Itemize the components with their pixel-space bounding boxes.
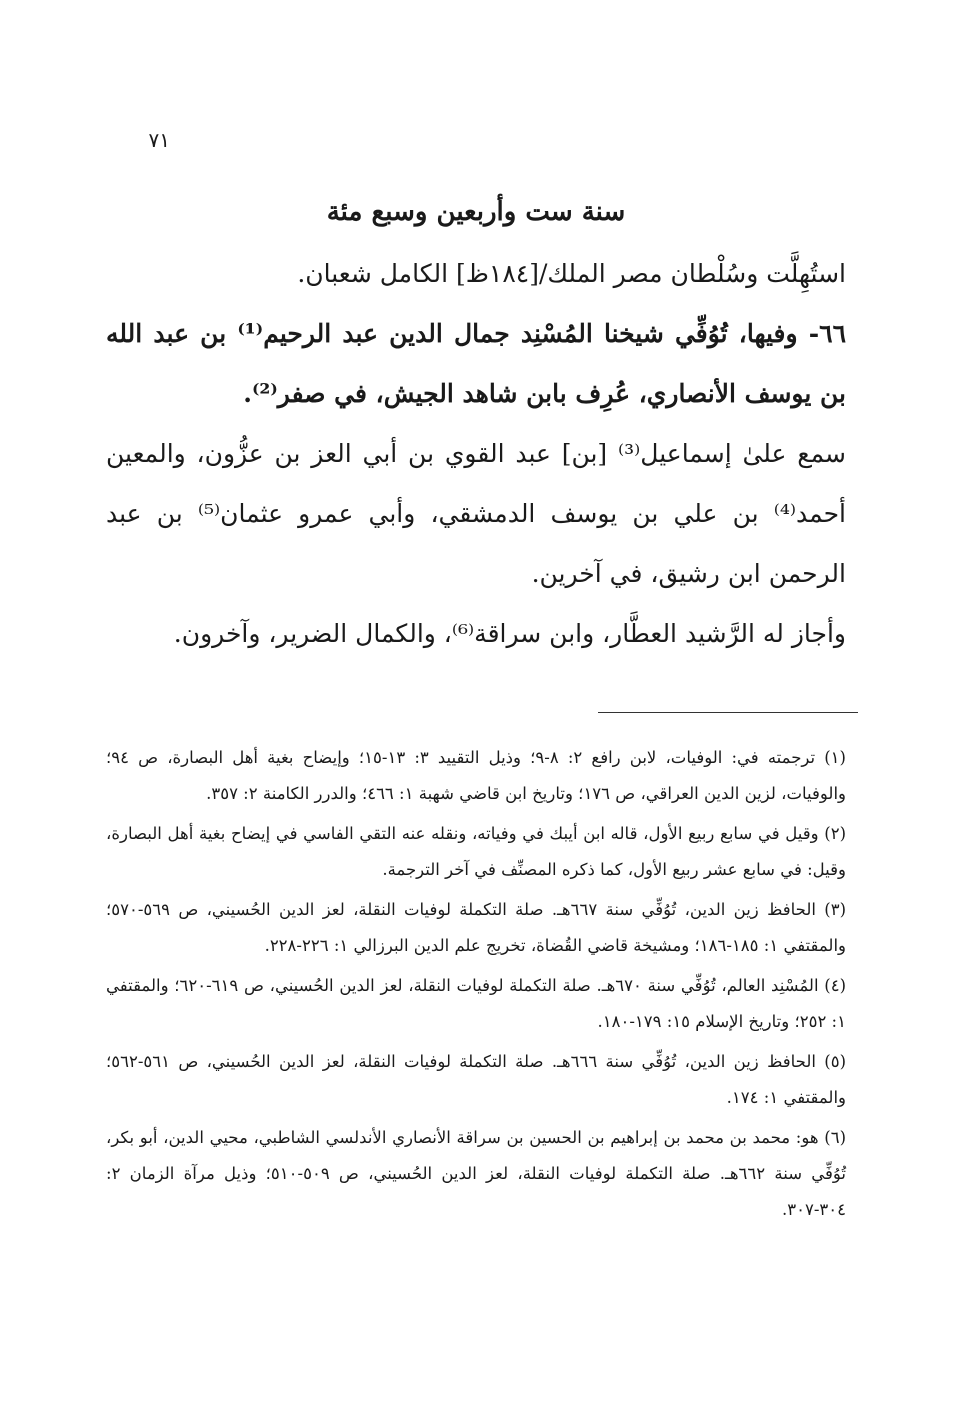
footnote-5: (٥) الحافظ زين الدين، تُوُفِّي سنة ٦٦٦هـ. صلة التكملة لوفيات النقلة، لعز الدين الحُسيني، ص ٥٦١-٥٦٢؛ والمقتفي ١: ١٧٤. — [106, 1052, 847, 1107]
paragraph-opening: استُهِلَّت وسُلْطان مصر الملك/[١٨٤ظ] الكامل شعبان. — [297, 259, 846, 288]
paragraph-entry-66: ٦٦- وفيها، تُوُفِّي شيخنا المُسْنِد جمال الدين عبد الرحيم⁽¹⁾ بن عبد الله بن يوسف الأنصاري، عُرِف بابن شاهد الجيش، في صفر⁽²⁾. — [106, 319, 846, 408]
paragraph-ijaza: وأجاز له الرَّشيد العطَّار، وابن سراقة⁽⁶⁾، والكمال الضرير، وآخرون. — [173, 619, 846, 648]
footnote-6: (٦) هو: محمد بن محمد بن إبراهيم بن الحسين بن سراقة الأنصاري الأندلسي الشاطبي، محيي الدين، أبو بكر، تُوُفِّي سنة ٦٦٢هـ. صلة التكملة لوفيات النقلة، لعز الدين الحُسيني، ص ٥٠٩-٥١٠؛ وذيل مرآة الزمان ٢: ٣٠٤-٣٠٧. — [106, 1128, 847, 1219]
page-number: ٧١ — [148, 128, 170, 152]
footnotes — [106, 740, 846, 1232]
footnote-1: (١) ترجمته في: الوفيات، لابن رافع ٢: ٨-٩؛ وذيل التقييد ٣: ١٣-١٥؛ وإيضاح بغية أهل البصارة، ص ٩٤؛ والوفيات، لزين الدين العراقي، ص ١٧٦؛ وتاريخ ابن قاضي شهبة ١: ٤٦٦؛ والدرر الكامنة ٢: ٣٥٧. — [106, 748, 846, 803]
footnote-2: (٢) وقيل في سابع ربيع الأول، قاله ابن أيبك في وفياته، ونقله عنه التقي الفاسي في إيضاح بغية أهل البصارة، وقيل: في سابع عشر ربيع الأول، كما ذكره المصنِّف في آخر الترجمة. — [106, 824, 846, 879]
footnote-4: (٤) المُسْنِد العالم، تُوُفِّي سنة ٦٧٠هـ. صلة التكملة لوفيات النقلة، لعز الدين الحُسيني، ص ٦١٩-٦٢٠؛ والمقتفي ١: ٢٥٢؛ وتاريخ الإسلام ١٥: ١٧٩-١٨٠. — [106, 976, 846, 1031]
footnote-separator — [598, 712, 858, 713]
section-heading: سنة ست وأربعين وسبع مئة — [326, 197, 626, 227]
footnote-3: (٣) الحافظ زين الدين، تُوُفِّي سنة ٦٦٧هـ. صلة التكملة لوفيات النقلة، لعز الدين الحُسيني، ص ٥٦٩-٥٧٠؛ والمقتفي ١: ١٨٥-١٨٦؛ ومشيخة قاضي القُضاة، تخريج علم الدين البرزالي ١: ٢٢٦-٢٢٨. — [106, 900, 847, 955]
paragraph-teachers: سمع علىٰ إسماعيل⁽³⁾ [بن] عبد القوي بن أبي العز بن عزُّون، والمعين أحمد⁽⁴⁾ بن علي بن يوسف الدمشقي، وأبي عمرو عثمان⁽⁵⁾ بن عبد الرحمن ابن رشيق، في آخرين. — [106, 439, 847, 588]
main-text — [106, 188, 846, 664]
